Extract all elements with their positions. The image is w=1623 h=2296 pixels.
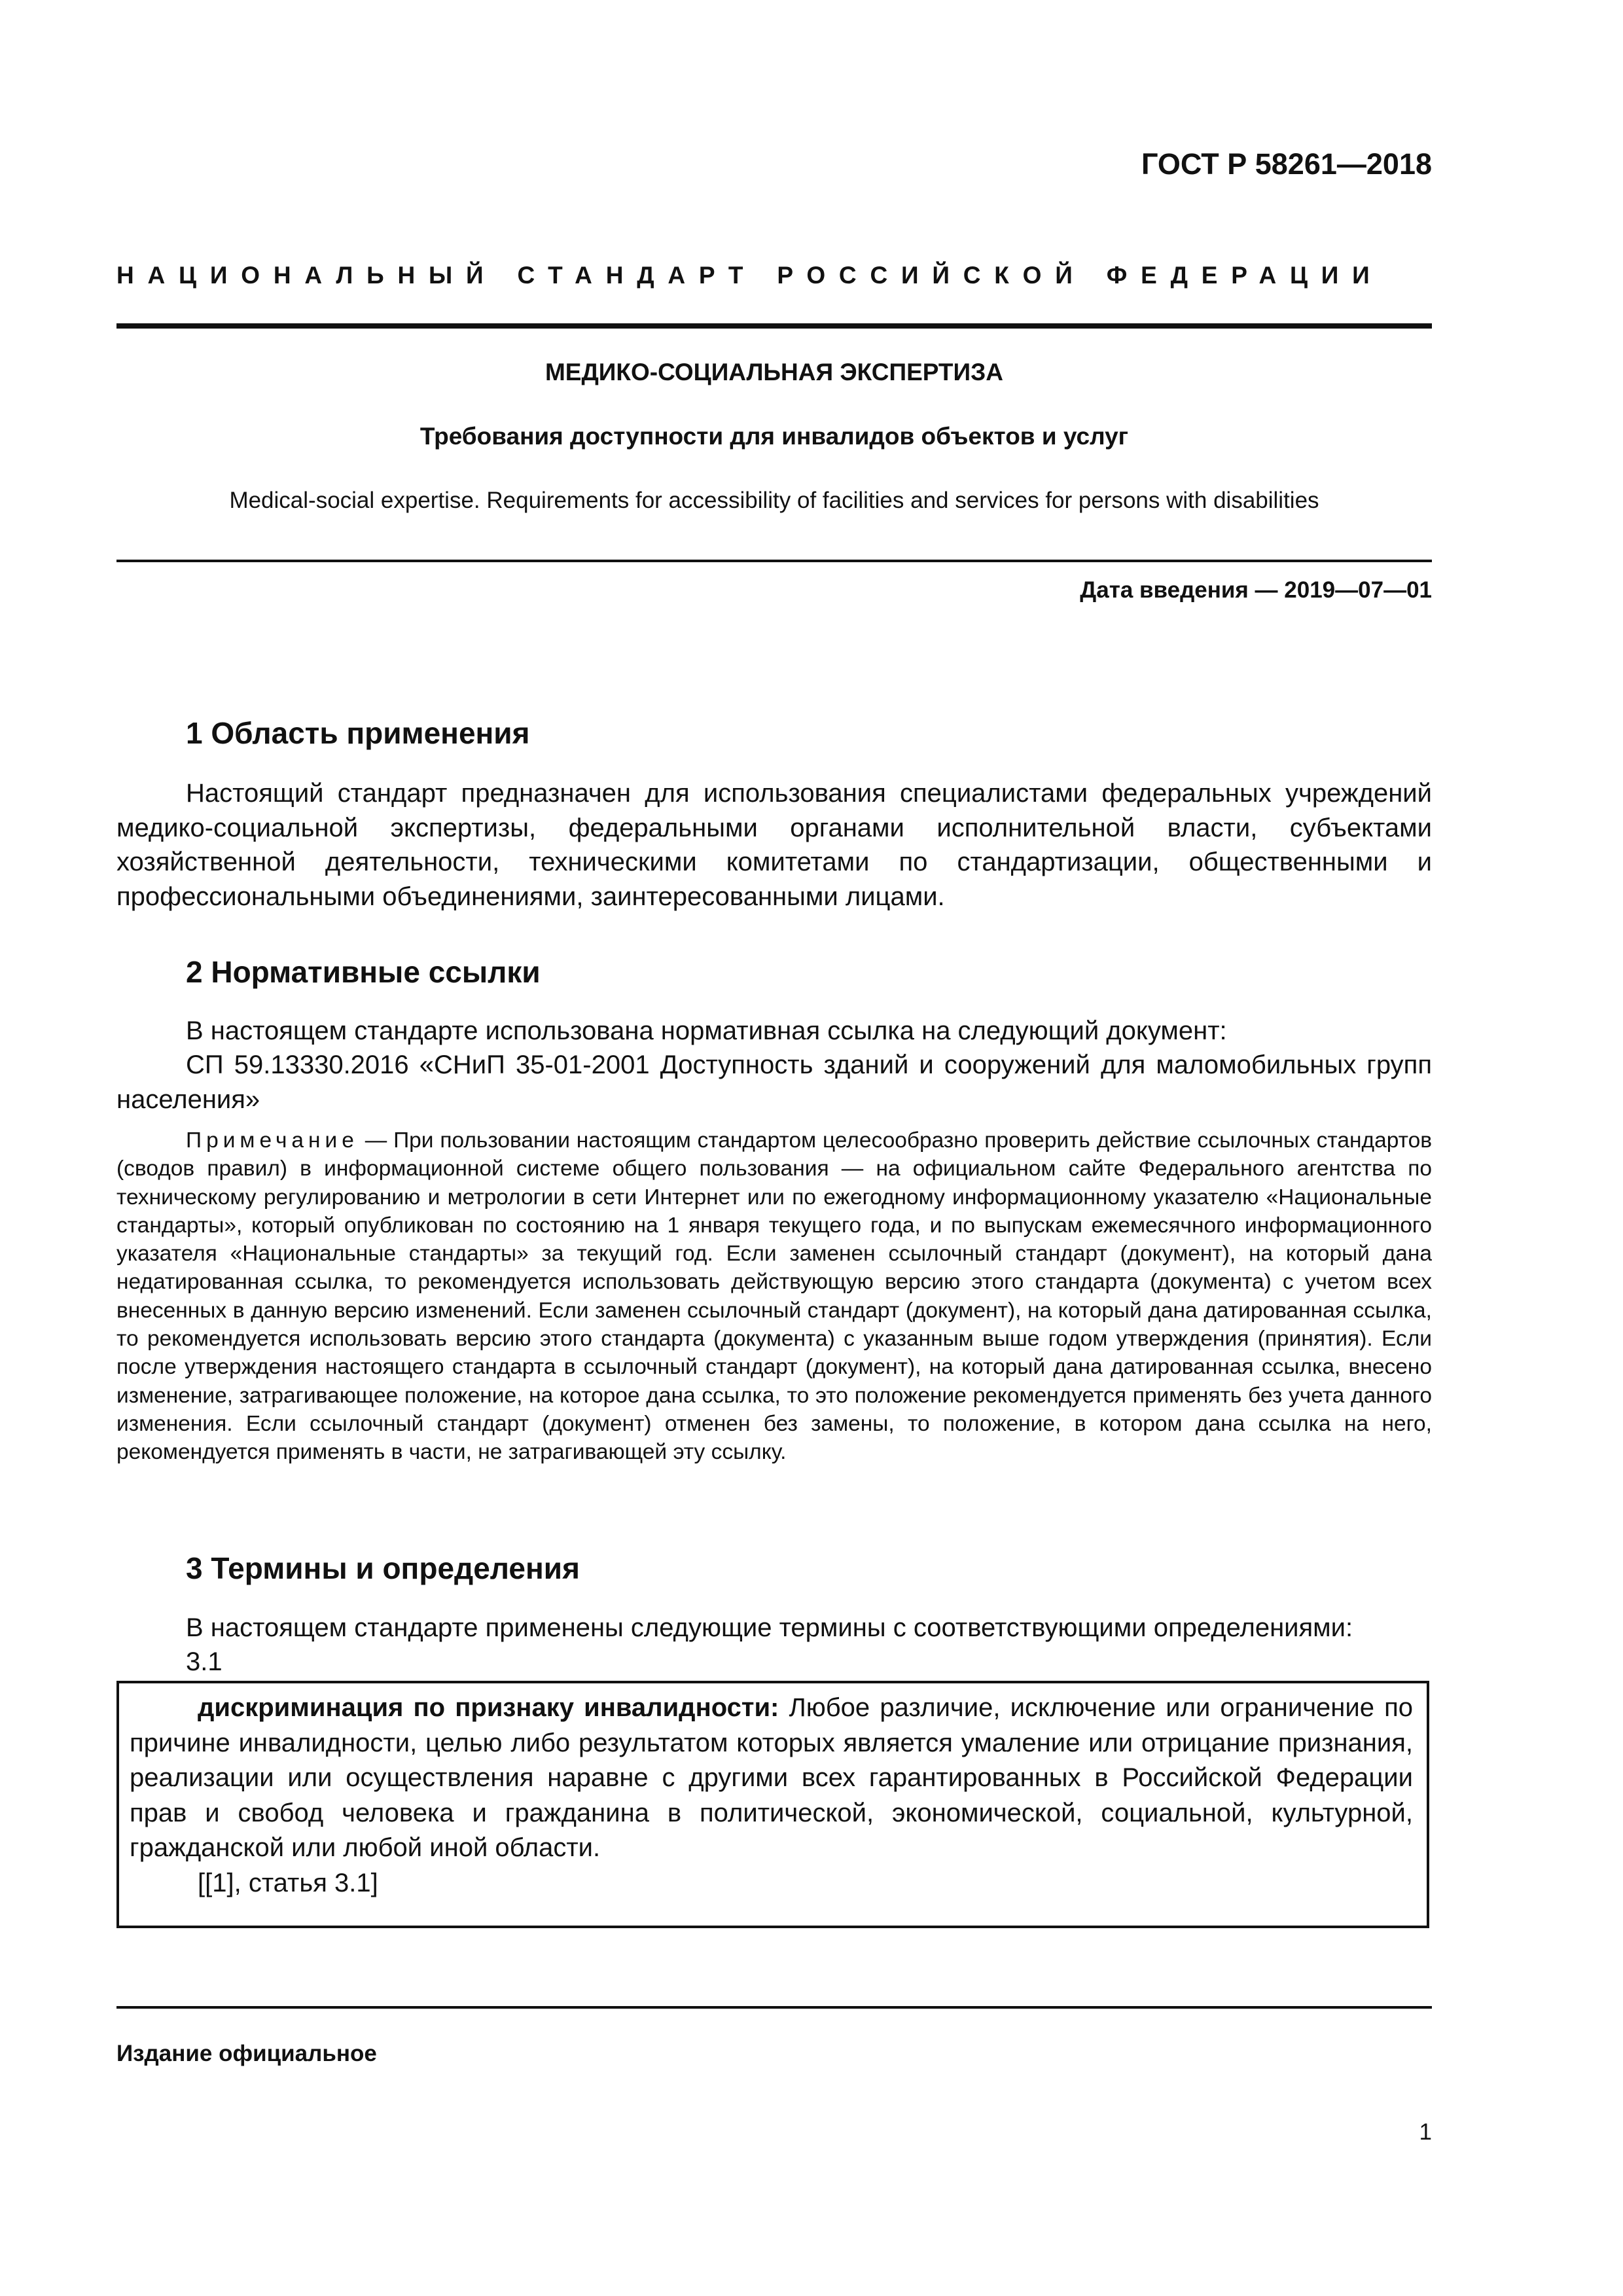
note-text: — При пользовании настоящим стандартом целесообразно проверить действие ссылочных стандартов (сводов правил) в информационной системе общего пользования — на официальном сайте Федерального агентства по техническому регулированию и метрологии в сети Интернет или по ежегодному информационному указателю «Национальные стандарты», который опубликован по состоянию на 1 января текущего года, и по выпускам ежемесячного информационного указателя «Национальные стандарты» за текущий год. Если заменен ссылочный стандарт (документ), на который дана недатированная ссылка, то рекомендуется использовать действующую версию этого стандарта (документа) с учетом всех внесенных в данную версию изменений. Если заменен ссылочный стандарт (документ), на который дана датированная ссылка, то рекомендуется использовать версию этого стандарта (документа) с указанным выше годом утверждения (принятия). Если после утверждения настоящего стандарта в ссылочный стандарт (документ), на который дана датированная ссылка, внесено изменение, затрагивающее положение, на которое дана ссылка, то это положение рекомендуется применять без учета данного изменения. Если ссылочный стандарт (документ) отменен без замены, то положение, в котором дана ссылка на него, рекомендуется применять в части, не затрагивающей эту ссылку. xyxy=(116,1128,1432,1465)
introduction-date: Дата введения — 2019—07—01 xyxy=(1080,577,1432,603)
section-3-intro: В настоящем стандарте применены следующие термины с соответствующими определениями: xyxy=(186,1613,1353,1642)
document-title: МЕДИКО-СОЦИАЛЬНАЯ ЭКСПЕРТИЗА xyxy=(544,359,1004,386)
english-title: Medical-social expertise. Requirements for accessibility of facilities and services for persons with disabilities xyxy=(229,488,1319,513)
section-2-intro: В настоящем стандарте использована нормативная ссылка на следующий документ: xyxy=(186,1016,1227,1045)
note-label: Примечание xyxy=(186,1128,359,1153)
term-number: 3.1 xyxy=(186,1647,223,1676)
section-1-heading: 1 Область применения xyxy=(186,716,530,750)
footer-divider xyxy=(116,2006,1432,2009)
term-name: дискриминация по признаку инвалидности: xyxy=(198,1693,779,1722)
section-1-text: Настоящий стандарт предназначен для использования специалистами федеральных учреждений медико-социальной экспертизы, федеральными органами исполнительной власти, субъектами хозяйственной деятельности, техническими комитетами по стандартизации, общественными и профессиональными объединениями, заинтересованными лицами. xyxy=(116,779,1432,911)
term-definition-text: Любое различие, исключение или ограничение по причине инвалидности, целью либо результатом которых является умаление или отрицание признания, реализации или осуществления наравне с другими всех гарантированных в Российской Федерации прав и свобод человека и гражданина в политической, экономической, социальной, культурной, гражданской или любой иной области. xyxy=(130,1693,1413,1862)
term-source: [[1], статья 3.1] xyxy=(198,1868,378,1897)
national-standard-title: НАЦИОНАЛЬНЫЙ СТАНДАРТ РОССИЙСКОЙ ФЕДЕРАЦИИ xyxy=(116,262,1383,289)
title-divider xyxy=(116,560,1432,562)
gost-number: ГОСТ Р 58261—2018 xyxy=(1141,147,1432,181)
section-3-heading: 3 Термины и определения xyxy=(186,1551,580,1585)
edition-label: Издание официальное xyxy=(116,2041,377,2066)
section-2-heading: 2 Нормативные ссылки xyxy=(186,955,541,989)
header-divider xyxy=(116,323,1432,329)
term-definition xyxy=(116,1691,1427,1901)
section-2-note xyxy=(116,1126,1432,1467)
section-2-reference: СП 59.13330.2016 «СНиП 35-01-2001 Доступность зданий и сооружений для маломобильных групп населения» xyxy=(116,1050,1432,1114)
document-subtitle: Требования доступности для инвалидов объектов и услуг xyxy=(419,423,1129,450)
page-number: 1 xyxy=(1419,2119,1432,2145)
